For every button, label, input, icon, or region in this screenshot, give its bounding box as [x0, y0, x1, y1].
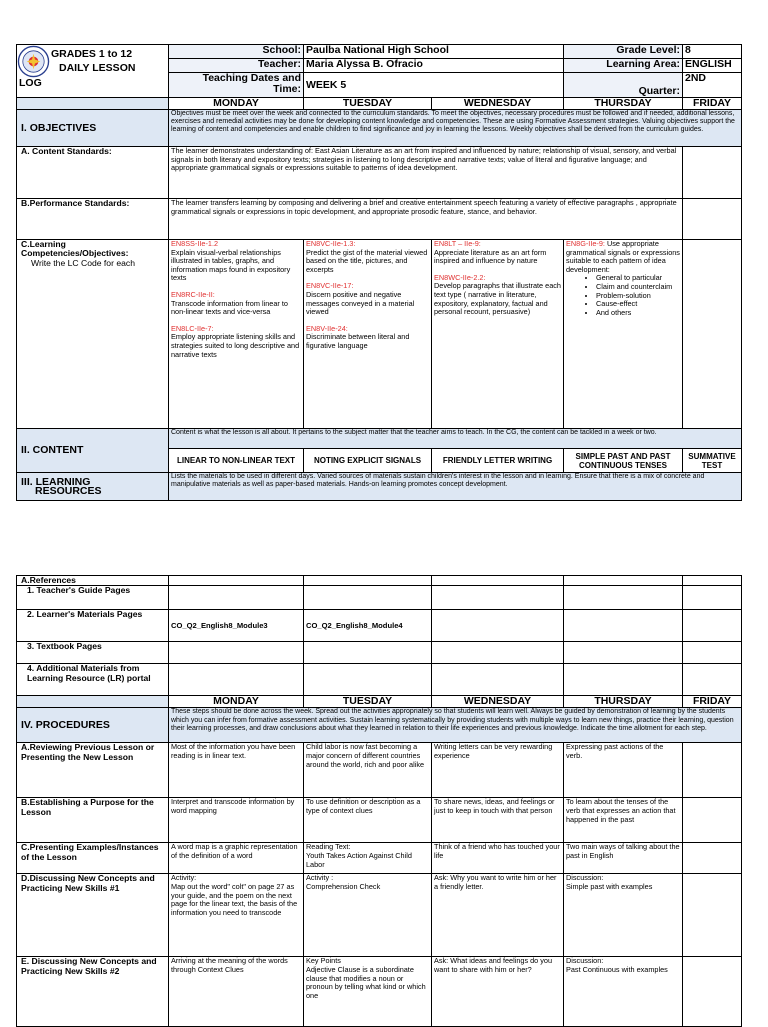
learners-materials-monday: CO_Q2_English8_Module3: [169, 610, 304, 642]
dates-value: WEEK 5: [304, 73, 564, 98]
dates-label-line1: Teaching Dates and: [202, 72, 301, 84]
list-item: • Cause-effect: [596, 300, 680, 309]
lc-text: Appreciate literature as an art form inspired and influence by nature: [434, 247, 547, 266]
procedure-b-thursday: To learn about the tenses of the verb that expresses an action that happened in the past: [564, 798, 683, 843]
day-monday: MONDAY: [169, 696, 304, 708]
competencies-label-note: Write the LC Code for each: [31, 257, 135, 268]
day-thursday: THURSDAY: [564, 98, 683, 110]
resources-title-line2: RESOURCES: [35, 484, 102, 497]
procedure-a-label: A.Reviewing Previous Lesson or Presenting the New Lesson: [17, 743, 169, 798]
objectives-description: Objectives must be meet over the week and connected to the curriculum standards. To meet the objectives, necessary procedures must be followed and if needed, additional lessons, exercises and remedial activities may be done for developing content knowledge and competencies. These are using Formative Assessment strategies. Valuing objectives support the learning of content and competencies and enable children to find significance and joy in learning the lessons. Weekly objectives shall be derived from the curriculum guides.: [169, 110, 742, 147]
quarter-value: 2ND: [683, 73, 742, 98]
day-wednesday: WEDNESDAY: [432, 696, 564, 708]
procedure-b-tuesday: To use definition or description as a type of context clues: [304, 798, 432, 843]
competencies-monday: [169, 240, 304, 429]
idea-pattern-list: [566, 274, 680, 317]
lc-text: Transcode information from linear to non-linear texts and vice-versa: [171, 298, 288, 317]
content-topic-monday: LINEAR TO NON-LINEAR TEXT: [169, 449, 304, 473]
procedure-c-label: C.Presenting Examples/Instances of the Lesson: [17, 843, 169, 874]
procedure-a-tuesday: Child labor is now fast becoming a major concern of different countries around the world, rich and poor alike: [304, 743, 432, 798]
content-topic-wednesday: FRIENDLY LETTER WRITING: [432, 449, 564, 473]
dll-title-cell: [17, 45, 169, 98]
lc-text: Use appropriate grammatical signals or expressions suitable to each pattern of idea development:: [566, 239, 680, 274]
area-value: ENGLISH: [683, 59, 742, 73]
procedure-a-friday: [683, 743, 742, 798]
competencies-tuesday: [304, 240, 432, 429]
lc-code: EN8G-IIe-9:: [566, 239, 605, 248]
dll-title-line2: DAILY LESSON: [59, 62, 136, 74]
learners-materials-tuesday: CO_Q2_English8_Module4: [304, 610, 432, 642]
procedure-e-wednesday: Ask: What ideas and feelings do you want to share with him or her?: [432, 957, 564, 1027]
day-header-blank: [17, 98, 169, 110]
grade-value: 8: [683, 45, 742, 59]
content-standards-label: A. Content Standards:: [17, 147, 169, 199]
competencies-label-title: C.Learning Competencies/Objectives:: [21, 239, 129, 259]
content-title: II. CONTENT: [17, 429, 169, 473]
procedure-b-friday: [683, 798, 742, 843]
lc-code: EN8VC-IIe-1.3:: [306, 239, 356, 248]
day-friday: FRIDAY: [683, 696, 742, 708]
lc-code: EN8SS-IIe-1.2: [171, 239, 219, 248]
list-item: • And others: [596, 309, 680, 318]
references-label: A.References: [17, 576, 169, 586]
objectives-title: I. OBJECTIVES: [17, 110, 169, 147]
procedure-c-thursday: Two main ways of talking about the past in English: [564, 843, 683, 874]
resources-description: Lists the materials to be used in different days. Varied sources of materials sustain children's interest in the lesson and in learning. Ensure that there is a mix of concrete and manipulative materials as well as paper-based materials. Hands-on learning promotes concept development.: [169, 473, 742, 501]
content-standards-text: The learner demonstrates understanding of: East Asian Literature as an art from inspired and influenced by nature; relationship of visual, sensory, and verbal signals in both literary and expository texts; strategies in listening to long descriptive and narrative texts; value of literal and figurative language; and appropriate grammatical signals or expressions suitable to patterns of idea development.: [169, 147, 683, 199]
content-topic-friday: SUMMATIVE TEST: [683, 449, 742, 473]
deped-seal-icon: [17, 45, 50, 78]
list-item: • Problem-solution: [596, 292, 680, 301]
procedure-b-wednesday: To share news, ideas, and feelings or just to keep in touch with that person: [432, 798, 564, 843]
lc-text: Develop paragraphs that illustrate each text type ( narrative in literature, expository, explanatory, factual and personal recount, persuasive): [434, 281, 561, 317]
teacher-value: Maria Alyssa B. Ofracio: [304, 59, 564, 73]
area-label: Learning Area:: [564, 59, 683, 73]
lc-text: Predict the gist of the material viewed based on the title, pictures, and excerpts: [306, 247, 428, 274]
content-description: Content is what the lesson is all about. It pertains to the subject matter that the teacher aims to teach. In the CG, the content can be tackled in a week or two.: [169, 429, 742, 449]
lc-code: EN8LC-IIe-7:: [171, 323, 214, 333]
procedures-title: IV. PROCEDURES: [17, 708, 169, 743]
performance-standards-label: B.Performance Standards:: [17, 199, 169, 240]
procedure-d-monday: Activity: Map out the word" colt" on page 27 as your guide, and the poem on the next page for the linear text, the basis of the information you need to transcode: [169, 874, 304, 957]
competencies-thursday: [564, 240, 683, 429]
resources-title: [17, 473, 169, 501]
lc-code: EN8VC-IIe-17:: [306, 281, 354, 291]
procedure-d-wednesday: Ask: Why you want to write him or her a friendly letter.: [432, 874, 564, 957]
procedure-e-label: E. Discussing New Concepts and Practicing New Skills #2: [17, 957, 169, 1027]
dll-title-line1: GRADES 1 to 12: [51, 48, 133, 60]
grade-label: Grade Level:: [564, 45, 683, 59]
competencies-friday: [683, 240, 742, 429]
dll-procedures-table: [16, 575, 742, 1027]
teachers-guide-label: 1. Teacher's Guide Pages: [17, 586, 169, 610]
day-wednesday: WEDNESDAY: [432, 98, 564, 110]
dates-label: [169, 73, 304, 98]
performance-standards-text: The learner transfers learning by composing and delivering a brief and creative entertainment speech featuring a variety of effective paragraphs , appropriate grammatical signals or expressions in topic development, and appropriate prosodic feature, stance, and behavior.: [169, 199, 683, 240]
lc-code: EN8RC-IIe-II:: [171, 289, 215, 299]
procedure-a-wednesday: Writing letters can be very rewarding experience: [432, 743, 564, 798]
procedure-e-monday: Arriving at the meaning of the words through Context Clues: [169, 957, 304, 1027]
procedures-description: These steps should be done across the week. Spread out the activities appropriately so that students will learn well. Always be guided by demonstration of learning by the students which you can infer from formative assessment activities. Sustain learning systematically by providing students with multiple ways to learn new things, practice their learning, question their learning processes, and draw conclusions about what they learned in relation to their life experiences and previous knowledge. Indicate the time allotment for each step.: [169, 708, 742, 743]
dll-title-line3: LOG: [19, 77, 42, 89]
content-standards-friday: [683, 147, 742, 199]
performance-standards-friday: [683, 199, 742, 240]
competencies-label: [17, 240, 169, 429]
procedure-c-monday: A word map is a graphic representation of the definition of a word: [169, 843, 304, 874]
content-topic-thursday: SIMPLE PAST AND PAST CONTINUOUS TENSES: [564, 449, 683, 473]
day-header-blank: [17, 696, 169, 708]
list-item: • General to particular: [596, 274, 680, 283]
day-tuesday: TUESDAY: [304, 696, 432, 708]
resources-title-line1: III. LEARNING: [21, 475, 91, 488]
lc-code: EN8V-IIe-24:: [306, 323, 348, 333]
day-monday: MONDAY: [169, 98, 304, 110]
lc-text: Discern positive and negative messages conveyed in a material viewed: [306, 289, 415, 317]
procedure-d-label: D.Discussing New Concepts and Practicing New Skills #1: [17, 874, 169, 957]
procedure-e-tuesday: Key Points Adjective Clause is a subordinate clause that modifies a noun or pronoun by telling what kind or which one: [304, 957, 432, 1027]
content-topic-tuesday: NOTING EXPLICIT SIGNALS: [304, 449, 432, 473]
dates-label-line2: Time:: [273, 83, 301, 95]
procedure-d-friday: [683, 874, 742, 957]
day-thursday: THURSDAY: [564, 696, 683, 708]
teacher-label: Teacher:: [169, 59, 304, 73]
additional-materials-label: 4. Additional Materials from Learning Resource (LR) portal: [17, 664, 169, 696]
procedure-a-thursday: Expressing past actions of the verb.: [564, 743, 683, 798]
dll-header-table: [16, 44, 742, 501]
school-label: School:: [169, 45, 304, 59]
procedure-e-friday: [683, 957, 742, 1027]
quarter-label: Quarter:: [564, 73, 683, 98]
procedure-b-monday: Interpret and transcode information by word mapping: [169, 798, 304, 843]
school-value: Paulba National High School: [304, 45, 564, 59]
learners-materials-label: 2. Learner's Materials Pages: [17, 610, 169, 642]
procedure-c-tuesday: Reading Text: Youth Takes Action Against Child Labor: [304, 843, 432, 874]
list-item: • Claim and counterclaim: [596, 283, 680, 292]
procedure-c-wednesday: Think of a friend who has touched your life: [432, 843, 564, 874]
day-tuesday: TUESDAY: [304, 98, 432, 110]
lc-text: Employ appropriate listening skills and strategies suited to long descriptive and narrative texts: [171, 332, 300, 359]
textbook-pages-label: 3. Textbook Pages: [17, 642, 169, 664]
procedure-a-monday: Most of the information you have been reading is in linear text.: [169, 743, 304, 798]
procedure-b-label: B.Establishing a Purpose for the Lesson: [17, 798, 169, 843]
procedure-d-thursday: Discussion: Simple past with examples: [564, 874, 683, 957]
lc-text: Explain visual-verbal relationships illustrated in tables, graphs, and information maps found in expository texts: [171, 247, 291, 283]
procedure-d-tuesday: Activity : Comprehension Check: [304, 874, 432, 957]
competencies-wednesday: [432, 240, 564, 429]
lc-code: EN8LT – IIe-9:: [434, 239, 481, 248]
lc-code: EN8WC-IIe-2.2:: [434, 272, 486, 282]
procedure-c-friday: [683, 843, 742, 874]
procedure-e-thursday: Discussion: Past Continuous with examples: [564, 957, 683, 1027]
day-friday: FRIDAY: [683, 98, 742, 110]
lc-text: Discriminate between literal and figurative language: [306, 332, 410, 350]
